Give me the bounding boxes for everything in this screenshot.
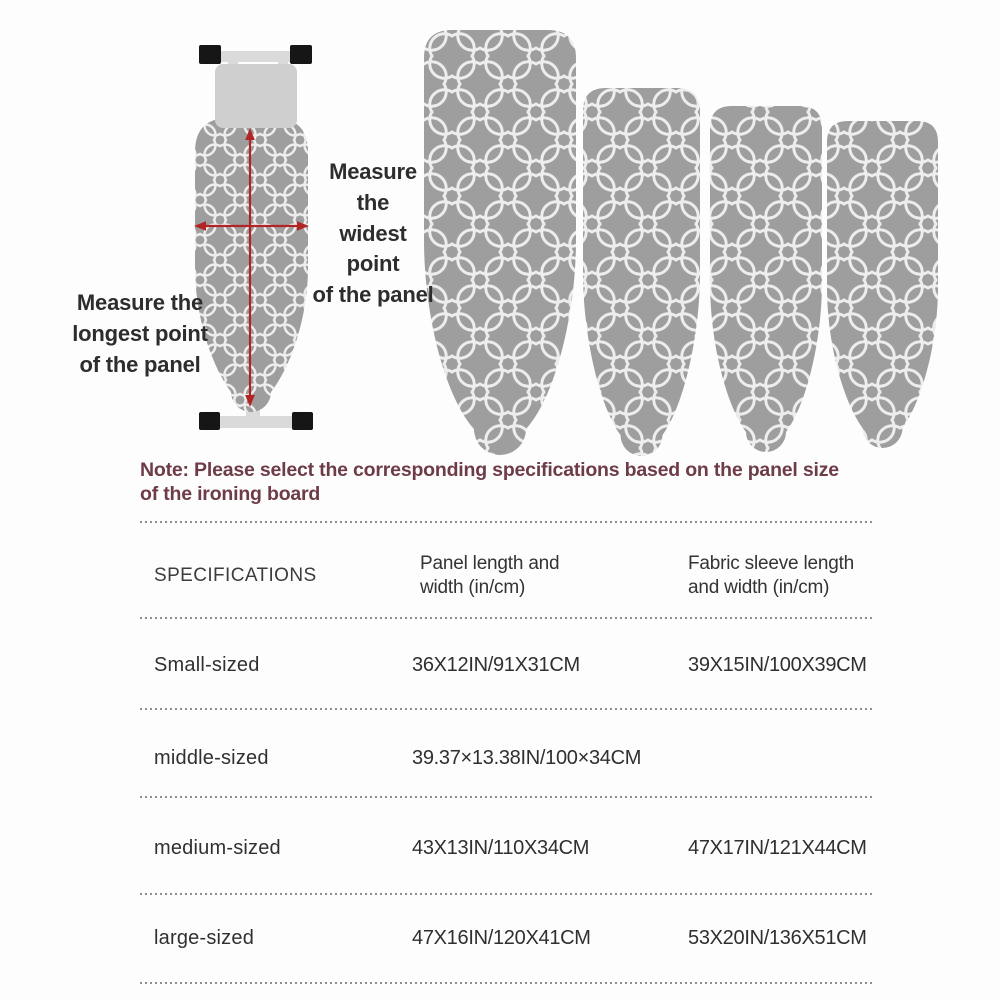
header-specifications: SPECIFICATIONS <box>154 565 317 586</box>
row-sleeve-value: 47X17IN/121X44CM <box>688 836 867 859</box>
ironing-board-illustration <box>60 0 950 462</box>
row-panel-value: 36X12IN/91X31CM <box>412 653 580 676</box>
header-panel-size <box>408 552 688 600</box>
row-spec-label: Small-sized <box>154 653 260 676</box>
table-row <box>140 828 875 868</box>
selection-note: Note: Please select the corresponding specifications based on the panel size of the ironing board <box>140 459 839 506</box>
label-widest-point <box>311 157 435 311</box>
row-panel-value: 43X13IN/110X34CM <box>412 836 590 859</box>
label-line: Measure the <box>76 290 204 315</box>
divider <box>140 982 875 984</box>
cover-large <box>583 88 700 456</box>
table-row <box>140 645 875 685</box>
divider <box>140 796 875 798</box>
label-line: of the panel <box>79 351 201 377</box>
label-line: Measure the <box>329 159 417 215</box>
cover-extra-large <box>424 30 576 455</box>
row-sleeve-value: 39X15IN/100X39CM <box>688 653 867 676</box>
row-sleeve-value: 53X20IN/136X51CM <box>688 926 867 949</box>
divider <box>140 521 875 523</box>
header-sleeve-size <box>688 552 875 600</box>
row-spec-label: middle-sized <box>154 746 269 769</box>
cover-small <box>827 121 938 448</box>
row-panel-value: 39.37×13.38IN/100×34CM <box>412 746 642 769</box>
table-header-row <box>140 545 875 607</box>
row-panel-value: 47X16IN/120X41CM <box>412 926 591 949</box>
cover-size-set <box>424 30 938 456</box>
frame-cap-icon <box>199 412 220 430</box>
row-spec-label: large-sized <box>154 926 255 949</box>
label-line: widest point <box>339 220 407 277</box>
header-sleeve-size-text: Fabric sleeve length and width (in/cm) <box>688 553 855 598</box>
divider <box>140 893 875 895</box>
label-line: of the panel <box>312 282 434 308</box>
frame-cap-icon <box>290 45 312 64</box>
frame-cap-icon <box>292 412 313 430</box>
cover-medium <box>710 106 822 452</box>
label-longest-point <box>72 288 208 380</box>
table-row <box>140 918 875 958</box>
frame-cap-icon <box>199 45 221 64</box>
divider <box>140 708 875 710</box>
divider <box>140 617 875 619</box>
board-cover <box>195 118 308 412</box>
header-panel-size-text: Panel length and width (in/cm) <box>420 553 560 598</box>
label-line: longest point <box>72 320 208 346</box>
row-spec-label: medium-sized <box>154 836 281 859</box>
iron-rest-pad <box>215 64 297 128</box>
table-row <box>140 738 875 778</box>
